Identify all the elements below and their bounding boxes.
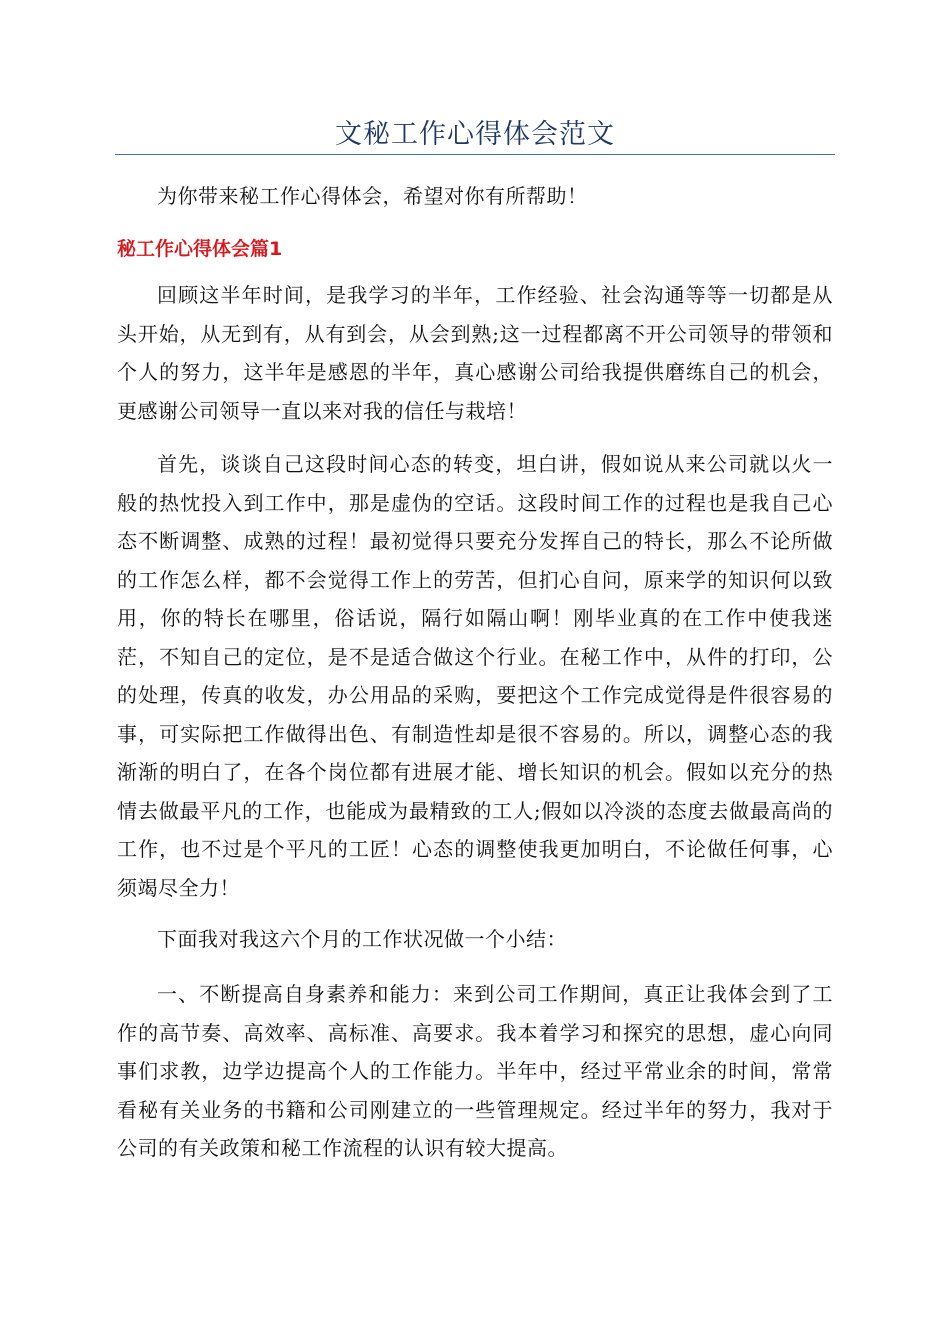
document-title: 文秘工作心得体会范文 [335,119,615,150]
body-paragraph: 下面我对我这六个月的工作状况做一个小结： [157,927,567,951]
body-paragraph: 首先，谈谈自己这段时间心态的转变，坦白讲，假如说从来公司就以火一般的热忱投入到工作中，那是虚伪的空话。这段时间工作的过程也是我自己心态不断调整、成熟的过程！最初觉得只要充分发挥自己的特长，那么不论所做的工作怎么样，都不会觉得工作上的劳苦，但扪心自问，原来学的知识何以致用，你的特长在哪里，俗话说，隔行如隔山啊！刚毕业真的在工作中使我迷茫，不知自己的定位，是不是适合做这个行业。在秘工作中，从件的打印，公的处理，传真的收发，办公用品的采购，要把这个工作完成觉得是件很容易的事，可实际把工作做得出色、有制造性却是很不容易的。所以，调整心态的我渐渐的明白了，在各个岗位都有进展才能、增长知识的机会。假如以充分的热情去做最平凡的工作，也能成为最精致的工人;假如以冷淡的态度去做最高尚的工作，也不过是个平凡的工匠！心态的调整使我更加明白，不论做任何事，心须竭尽全力！ [117,452,833,900]
body-paragraph: 回顾这半年时间，是我学习的半年，工作经验、社会沟通等等一切都是从头开始，从无到有，从有到会，从会到熟;这一过程都离不开公司领导的带领和个人的努力，这半年是感恩的半年，真心感谢公司给我提供磨练自己的机会，更感谢公司领导一直以来对我的信任与栽培！ [117,283,833,423]
intro-paragraph: 为你带来秘工作心得体会，希望对你有所帮助！ [157,184,588,208]
body-paragraph: 一、不断提高自身素养和能力：来到公司工作期间，真正让我体会到了工作的高节奏、高效率、高标准、高要求。我本着学习和探究的思想，虚心向同事们求教，边学边提高个人的工作能力。半年中，经过平常业余的时间，常常看秘有关业务的书籍和公司刚建立的一些管理规定。经过半年的努力，我对于公司的有关政策和秘工作流程的认识有较大提高。 [117,982,833,1160]
title-underline [115,154,835,155]
section-heading: 秘工作心得体会篇1 [117,238,283,260]
